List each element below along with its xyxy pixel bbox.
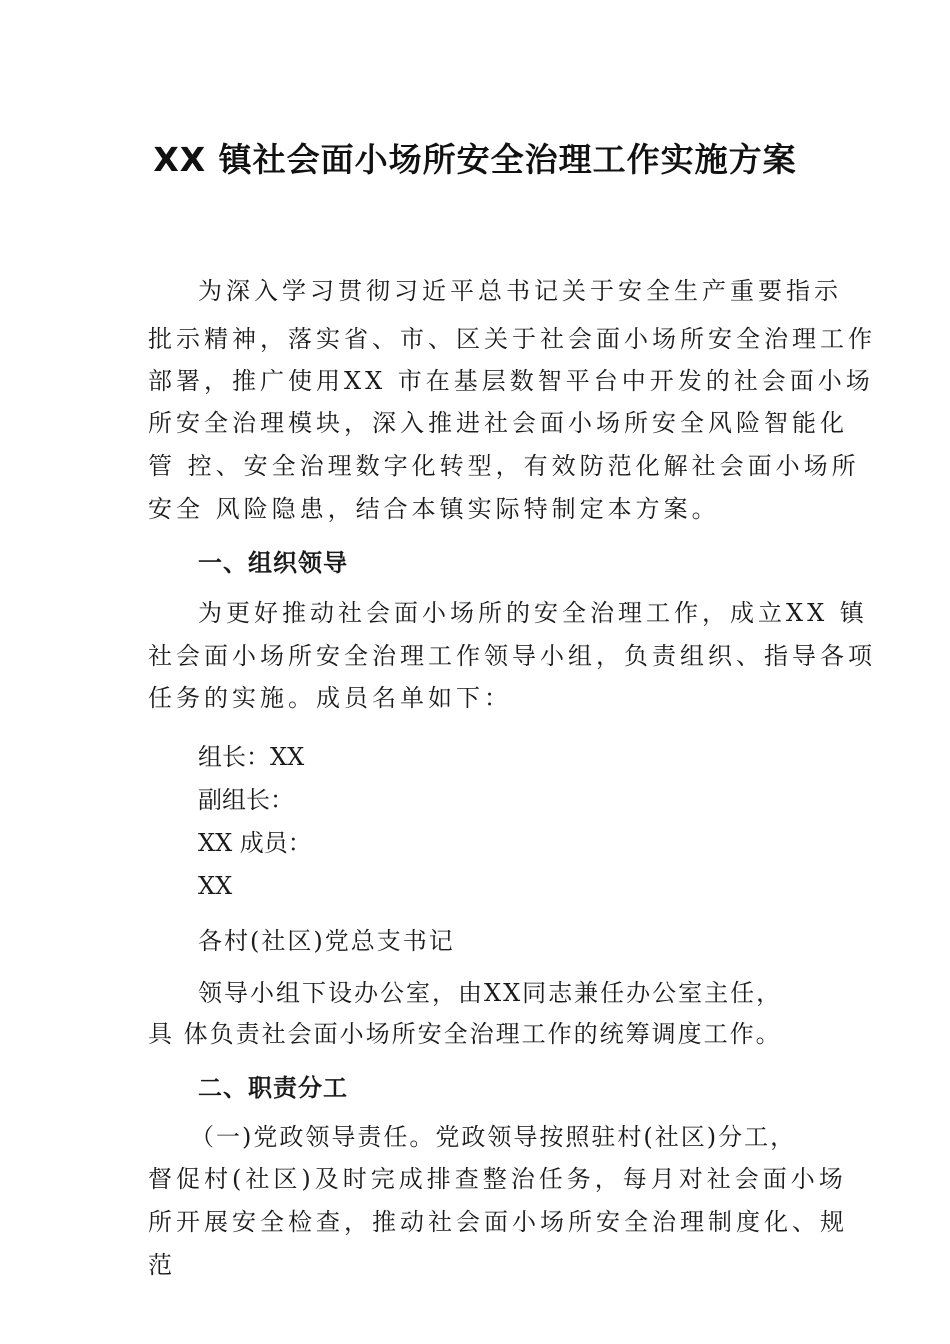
member-deputy-leader: 副组长： (198, 786, 294, 814)
member-members-label: XX 成员： (198, 829, 312, 857)
member-note: 各村(社区)党总支书记 (198, 927, 455, 955)
section2-paragraph-line: 范 (148, 1251, 176, 1279)
intro-line: 为深入学习贯彻习近平总书记关于安全生产重要指示 (198, 277, 842, 305)
section1-paragraph-line: 任务的实施。成员名单如下： (148, 684, 512, 712)
intro-line: 部署，推广使用XX 市在基层数智平台中开发的社会面小场 (148, 367, 874, 395)
section1-paragraph-line: 社会面小场所安全治理工作领导小组，负责组织、指导各项 (148, 642, 876, 670)
section2-paragraph-line: 所开展安全检查，推动社会面小场所安全治理制度化、规 (148, 1208, 848, 1236)
section-heading-responsibilities: 二、职责分工 (198, 1074, 348, 1102)
intro-line: 批示精神，落实省、市、区关于社会面小场所安全治理工作 (148, 325, 876, 353)
intro-line: 安全 风险隐患，结合本镇实际特制定本方案。 (148, 495, 720, 523)
section2-paragraph-line: 督促村(社区)及时完成排查整治任务，每月对社会面小场 (148, 1165, 847, 1193)
section1-paragraph-line: 为更好推动社会面小场所的安全治理工作，成立XX 镇 (198, 599, 868, 627)
intro-line: 管 控、安全治理数字化转型，有效防范化解社会面小场所 (148, 452, 860, 480)
section2-paragraph-line: （一)党政领导责任。党政领导按照驻村(社区)分工， (190, 1123, 797, 1151)
section-heading-organization: 一、组织领导 (198, 549, 348, 577)
member-leader: 组长：XX (198, 743, 305, 771)
member-name: XX (198, 872, 233, 900)
office-line: 具 体负责社会面小场所安全治理工作的统筹调度工作。 (148, 1020, 782, 1048)
office-line: 领导小组下设办公室，由XX同志兼任办公室主任， (198, 979, 783, 1007)
intro-line: 所安全治理模块，深入推进社会面小场所安全风险智能化 (148, 409, 848, 437)
document-title: XX 镇社会面小场所安全治理工作实施方案 (153, 140, 797, 179)
